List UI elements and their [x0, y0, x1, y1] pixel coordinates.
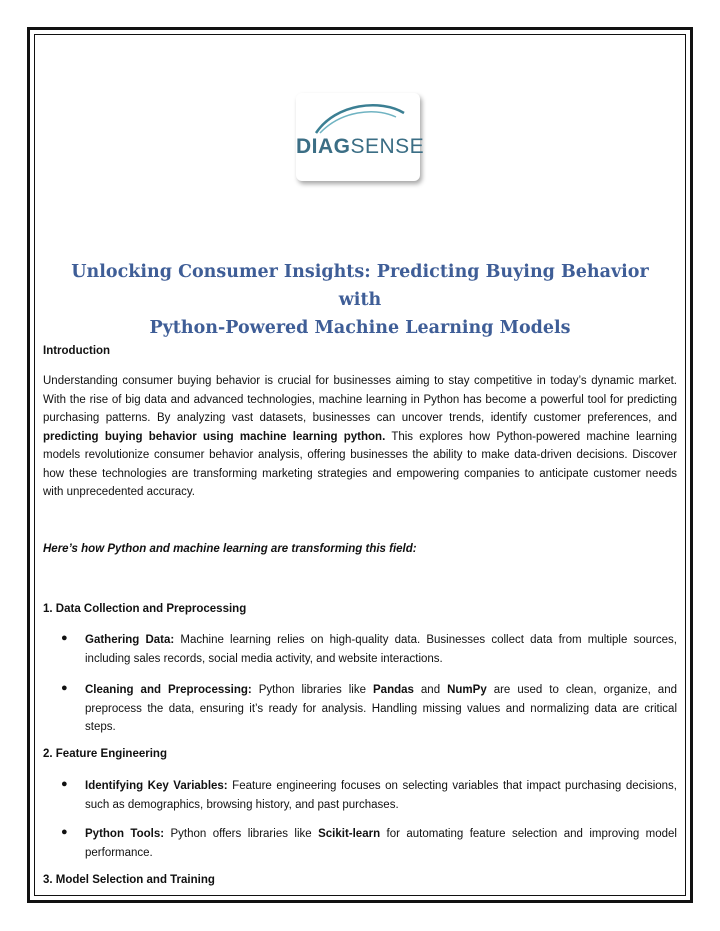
bullet-bold: Python Tools:: [85, 828, 165, 840]
bullet-text: and: [413, 684, 448, 696]
bullet-text: Python libraries like: [251, 684, 373, 696]
transform-heading: Here’s how Python and machine learning are transforming this field:: [43, 543, 417, 555]
intro-text-1: Understanding consumer buying behavior is crucial for businesses aiming to stay competitive in today’s dynamic market. With the rise of big data and advanced technologies, machine learning in Python has become a powerful tool for predicting purchasing patterns. By analyzing vast datasets, businesses can uncover trends, identify customer preferences, and: [43, 375, 677, 424]
bullet-text: Feature engineering focuses on selecting variables that impact purchasing decisions, such as demographics, browsing history, and past purchases.: [85, 780, 677, 811]
section-1-heading: 1. Data Collection and Preprocessing: [43, 603, 247, 615]
bullet-cleaning-preprocessing: [85, 681, 677, 737]
logo-diag-text: DIAG: [296, 135, 351, 158]
numpy-text: NumPy: [447, 684, 487, 696]
bullet-text: are used to clean, organize, and preprocess the data, ensuring it’s ready for analysis. Handling missing values and normalizing data are critical steps.: [85, 684, 677, 733]
bullet-bold: Identifying Key Variables:: [85, 780, 228, 792]
intro-paragraph: [43, 372, 677, 502]
intro-heading: Introduction: [43, 345, 111, 357]
bullet-dot: ●: [61, 632, 68, 644]
bullet-dot: ●: [61, 778, 68, 790]
bullet-key-variables: [85, 777, 677, 814]
section-2-heading: 2. Feature Engineering: [43, 748, 167, 760]
pandas-text: Pandas: [373, 684, 414, 696]
diagsense-logo: [296, 93, 425, 181]
bullet-text: Python offers libraries like: [164, 828, 319, 840]
bullet-dot: ●: [61, 826, 68, 838]
bullet-dot: ●: [61, 682, 68, 694]
bullet-text: Machine learning relies on high-quality data. Businesses collect data from multiple sources, including sales records, social media activity, and website interactions.: [85, 634, 677, 665]
page-title: [60, 258, 660, 342]
bullet-gathering-data: [85, 631, 677, 668]
section-3-heading: 3. Model Selection and Training: [43, 874, 215, 886]
logo-wordmark: [296, 135, 425, 159]
logo-sense-text: SENSE: [350, 135, 425, 158]
logo-swoosh-icon: [296, 97, 420, 137]
scikit-learn-text: Scikit-learn: [318, 828, 381, 840]
intro-text-2: This explores how Python-powered machine learning models revolutionize consumer behavior analysis, offering businesses the ability to make data-driven decisions. Discover how these technologies are transforming marketing strategies and empowering companies to anticipate customer needs with unprecedented accuracy.: [43, 430, 677, 498]
bullet-python-tools: [85, 825, 677, 862]
title-line-1: Unlocking Consumer Insights: Predicting Buying Behavior with: [71, 262, 649, 310]
bullet-bold: Gathering Data:: [85, 634, 175, 646]
bullet-text: for automating feature selection and improving model performance.: [85, 828, 677, 859]
bullet-bold: Cleaning and Preprocessing:: [85, 684, 252, 696]
title-line-2: Python-Powered Machine Learning Models: [149, 318, 571, 338]
intro-bold-link: predicting buying behavior using machine learning python.: [43, 430, 386, 443]
